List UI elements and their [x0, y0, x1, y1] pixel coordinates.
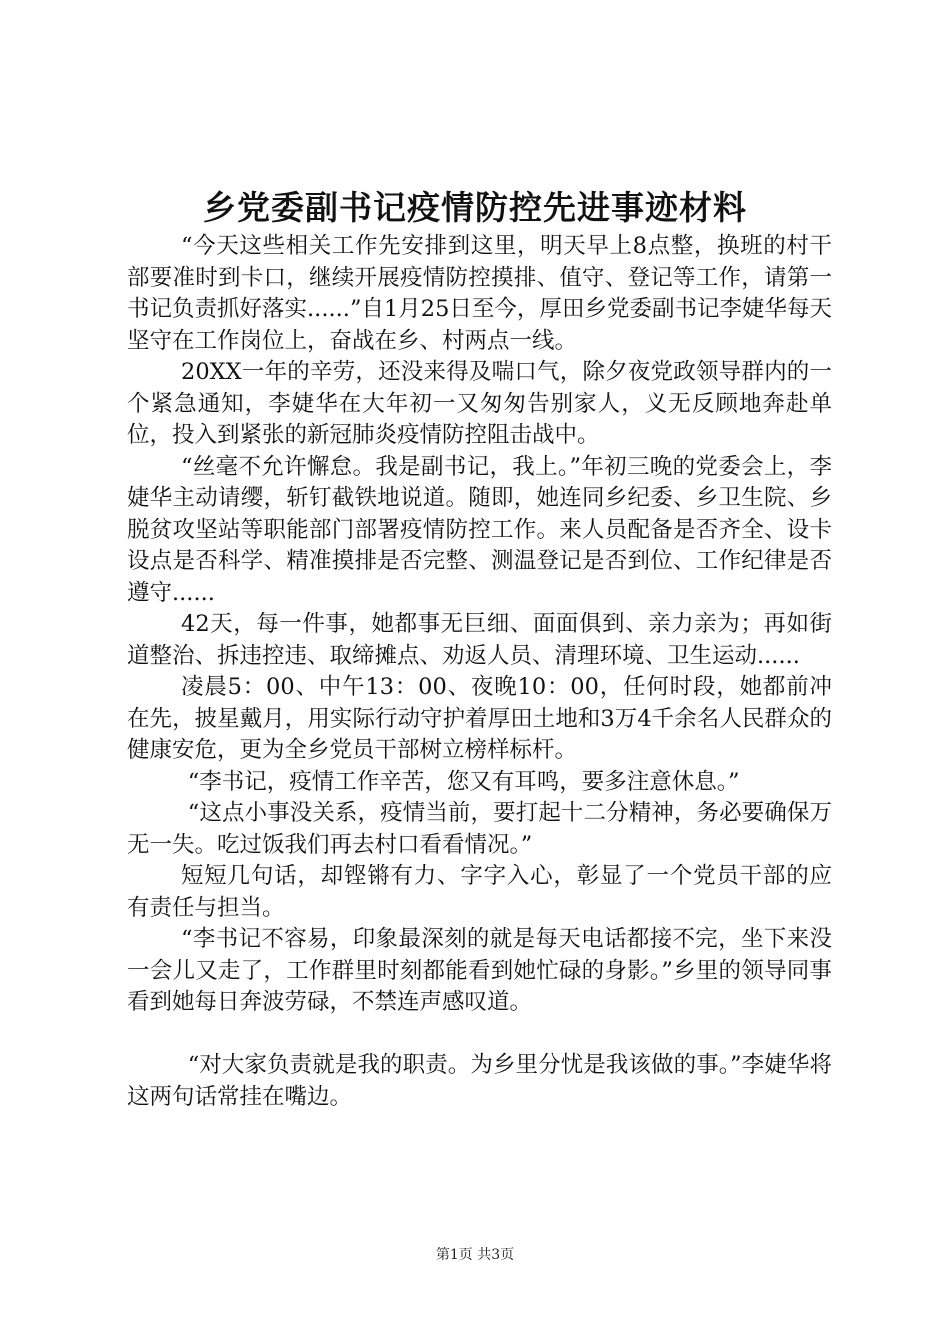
paragraph-9: “李书记不容易，印象最深刻的就是每天电话都接不完，坐下来没一会儿又走了，工作群里时刻都能看到她忙碌的身影。”乡里的领导同事看到她每日奔波劳碌，不禁连声感叹道。	[127, 926, 832, 1015]
page-number-footer: 第1页 共3页	[435, 1247, 515, 1263]
paragraph-8: 短短几句话，却铿锵有力、字字入心，彰显了一个党员干部的应有责任与担当。	[127, 863, 832, 921]
document-body	[127, 231, 832, 1113]
paragraph-3: “丝毫不允许懈怠。我是副书记，我上。”年初三晚的党委会上，李婕华主动请缨，斩钉截铁地说道。随即，她连同乡纪委、乡卫生院、乡脱贫攻坚站等职能部门部署疫情防控工作。来人员配备是否齐全、设卡设点是否科学、精准摸排是否完整、测温登记是否到位、工作纪律是否遵守......	[127, 453, 832, 606]
paragraph-2: 20XX一年的辛劳，还没来得及喘口气，除夕夜党政领导群内的一个紧急通知，李婕华在大年初一又匆匆告别家人，义无反顾地奔赴单位，投入到紧张的新冠肺炎疫情防控阻击战中。	[127, 359, 832, 448]
paragraph-5: 凌晨5：00、中午13：00、夜晚10：00，任何时段，她都前冲在先，披星戴月，用实际行动守护着厚田土地和3万4千余名人民群众的健康安危，更为全乡党员干部树立榜样标杆。	[127, 674, 832, 763]
paragraph-6: “李书记，疫情工作辛苦，您又有耳鸣，要多注意休息。”	[187, 768, 740, 795]
paragraph-7: “这点小事没关系，疫情当前，要打起十二分精神，务必要确保万无一失。吃过饭我们再去村口看看情况。”	[127, 800, 832, 858]
document-title: 乡党委副书记疫情防控先进事迹材料	[203, 188, 747, 227]
paragraph-1: “今天这些相关工作先安排到这里，明天早上8点整，换班的村干部要准时到卡口，继续开展疫情防控摸排、值守、登记等工作，请第一书记负责抓好落实......”自1月25日至今，厚田乡党委副书记李婕华每天坚守在工作岗位上，奋战在乡、村两点一线。	[127, 233, 832, 354]
paragraph-4: 42天，每一件事，她都事无巨细、面面俱到、亲力亲为；再如街道整治、拆违控违、取缔摊点、劝返人员、清理环境、卫生运动......	[127, 611, 832, 669]
paragraph-10: “对大家负责就是我的职责。为乡里分忧是我该做的事。”李婕华将这两句话常挂在嘴边。	[127, 1052, 832, 1110]
paragraph-gap	[127, 1019, 832, 1051]
